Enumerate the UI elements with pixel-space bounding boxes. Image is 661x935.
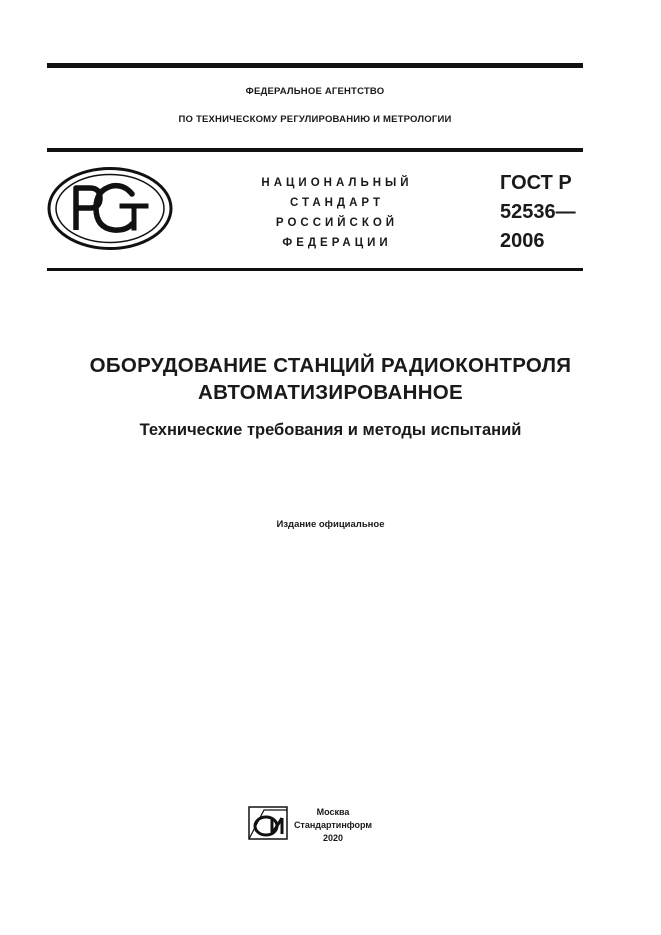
publisher-name: Стандартинформ <box>293 820 373 830</box>
national-standard-label <box>232 173 442 253</box>
publication-year: 2020 <box>322 833 344 843</box>
document-title-line2: АВТОМАТИЗИРОВАННОЕ <box>197 381 464 404</box>
edition-label: Издание официальное <box>276 519 385 530</box>
standard-type-line2: СТАНДАРТ <box>290 197 384 209</box>
designation-line3: 2006 <box>500 230 545 252</box>
agency-name-line2: ПО ТЕХНИЧЕСКОМУ РЕГУЛИРОВАНИЮ И МЕТРОЛОГИИ <box>178 114 452 125</box>
document-title-line1: ОБОРУДОВАНИЕ СТАНЦИЙ РАДИОКОНТРОЛЯ <box>89 354 572 377</box>
publisher-info <box>293 806 373 845</box>
document-subtitle: Технические требования и методы испытаний <box>139 421 522 439</box>
gost-r-certification-logo-icon <box>46 166 174 251</box>
designation-line1: ГОСТ Р <box>500 172 572 194</box>
standard-type-line1: НАЦИОНАЛЬНЫЙ <box>261 177 413 189</box>
header-bottom-rule <box>47 268 583 271</box>
header-rule <box>47 148 583 152</box>
standard-type-line4: ФЕДЕРАЦИИ <box>282 237 392 249</box>
publisher-city: Москва <box>316 807 350 817</box>
designation-line2: 52536— <box>500 201 576 223</box>
standard-designation <box>500 169 576 256</box>
top-rule <box>47 63 583 68</box>
standartinform-logo-icon <box>248 806 288 840</box>
agency-name-line1: ФЕДЕРАЛЬНОЕ АГЕНТСТВО <box>245 86 385 97</box>
standard-type-line3: РОССИЙСКОЙ <box>275 217 399 229</box>
